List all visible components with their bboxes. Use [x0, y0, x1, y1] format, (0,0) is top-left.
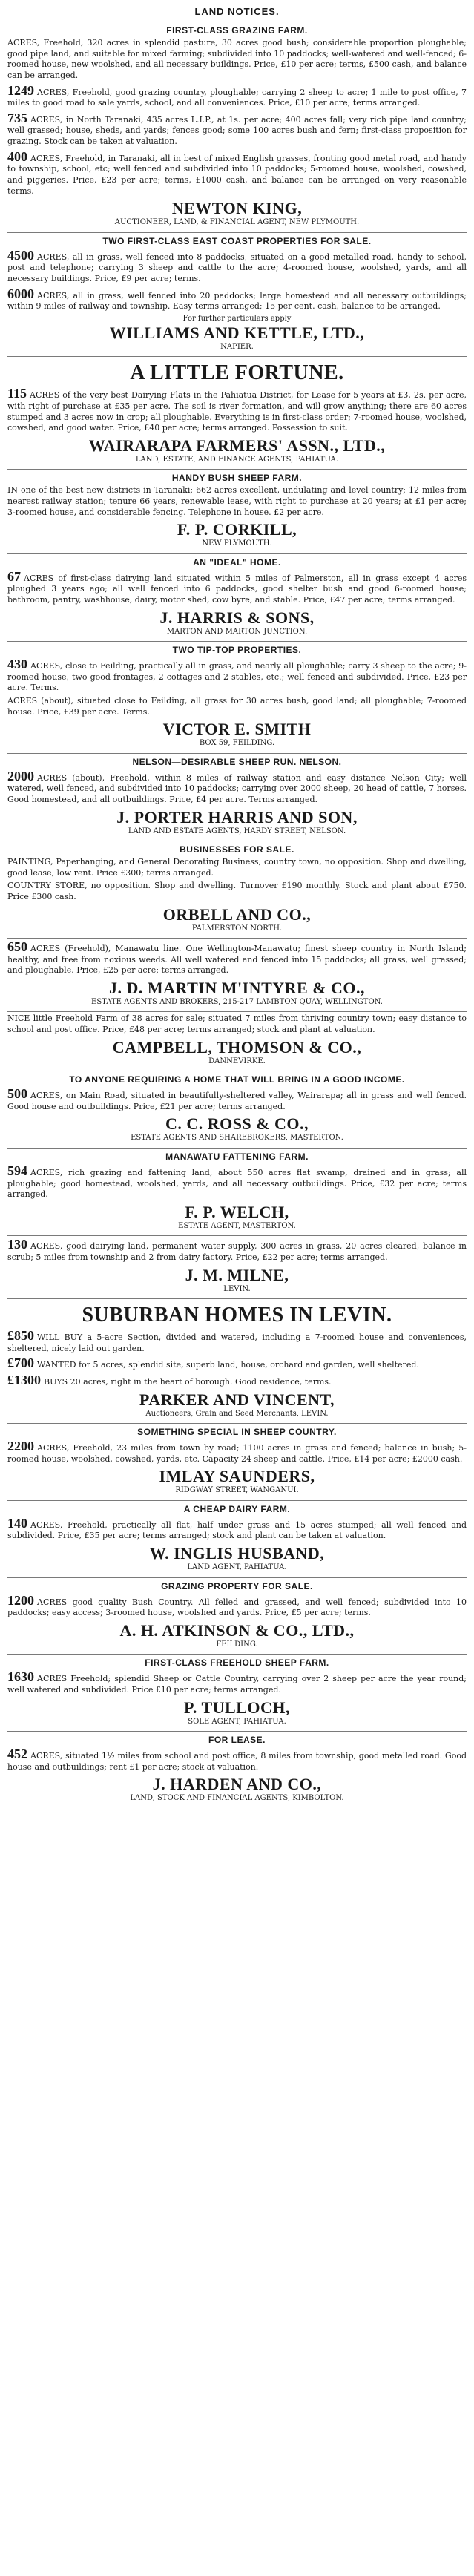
ad-lead-figure: 1249	[7, 82, 34, 98]
ad-heading: SOMETHING SPECIAL IN SHEEP COUNTRY.	[137, 1427, 337, 1437]
ad-text: ACRES, good dairying land, permanent water supply, 300 acres in grass, 20 acres cleared, balance in scrub; 5 miles from township and 2 from dairy factory. Price, £22 per acre; terms arranged.	[7, 1241, 467, 1262]
ad-firm-name: IMLAY SAUNDERS,	[159, 1467, 315, 1486]
ad-text: ACRES, close to Feilding, practically all in grass, and nearly all ploughable; carry 3 sheep to the acre; 9-roomed house, two good frontages, 2 cottages and 2 stables, etc.; well fenced and subdivided. Price, £23 per acre. Terms.	[7, 661, 467, 693]
ad-paragraph	[7, 1439, 467, 1465]
ad-firm-subtitle: DANNEVIRKE.	[208, 1057, 266, 1065]
ad-paragraph	[7, 769, 467, 806]
ad-heading: HANDY BUSH SHEEP FARM.	[171, 473, 303, 484]
ad-text: ACRES Freehold; splendid Sheep or Cattle Country, carrying over 2 sheep per acre the year round; well watered and subdivided. Price £10 per acre; terms arranged.	[7, 1674, 467, 1695]
land-ad	[7, 1011, 467, 1071]
ad-firm-name: P. TULLOCH,	[183, 1698, 291, 1717]
ad-text: ACRES, rich grazing and fattening land, about 550 acres flat swamp, drained and in grass; all ploughable; good homestead, woolshed, yards, and all necessary outbuildings. Price, £32 per acre; terms arranged.	[7, 1167, 467, 1200]
land-ad	[7, 1654, 467, 1731]
ad-lead-figure: 735	[7, 110, 27, 125]
ad-firm-subtitle: LAND, STOCK AND FINANCIAL AGENTS, KIMBOLTON.	[130, 1794, 344, 1803]
ad-text: WILL BUY a 5-acre Section, divided and watered, including a 7-roomed house and conveniences, sheltered, nicely laid out garden.	[7, 1333, 467, 1353]
ad-text: ACRES, Freehold, 320 acres in splendid pasture, 30 acres good bush; considerable proportion ploughable; good pipe land, and suitable for mixed farming; subdivided into 10 paddocks; well-watered and well-fenced; 6-roomed house, new woolshed, and all necessary buildings. Price, £10 per acre; terms, £500 cash, and balance can be arranged.	[7, 38, 467, 80]
ad-note: For further particulars apply	[182, 314, 292, 323]
ad-text: ACRES, Freehold, practically all flat, half under grass and 15 acres stumped; all well fenced and subdivided. Price, £35 per acre; terms arranged; stock and plant can be taken at valuation.	[7, 1519, 467, 1541]
land-ad	[7, 753, 467, 841]
ad-firm-subtitle: ESTATE AGENTS AND SHAREBROKERS, MASTERTON.	[131, 1134, 343, 1143]
land-ad	[7, 553, 467, 641]
ad-text: ACRES (Freehold), Manawatu line. One Wellington-Manawatu; finest sheep country in North Island; healthy, and free from noxious weeds. All well watered and fenced into 15 paddocks; all grass, well grassed; and ploughable. Price, £25 per acre; terms arranged.	[7, 944, 467, 976]
ad-lead-figure: 1630	[7, 1669, 34, 1685]
land-ad	[7, 232, 467, 357]
ad-text: ACRES, Freehold, 23 miles from town by road; 1100 acres in grass and fenced; balance in bush; 5-roomed house, woolshed, cowshed, yards, etc. Capacity 24 sheep and cattle. Price, £14 per acre; £2000 cash.	[7, 1443, 467, 1464]
ad-firm-subtitle: BOX 59, FEILDING.	[199, 739, 275, 748]
land-ad	[7, 356, 467, 469]
ad-firm-name: C. C. ROSS & CO.,	[165, 1114, 309, 1134]
ad-heading: FOR LEASE.	[208, 1735, 266, 1745]
ad-lead-figure: £700	[7, 1356, 34, 1371]
ad-paragraph	[7, 857, 467, 878]
ad-firm-subtitle: LAND AGENT, PAHIATUA.	[187, 1563, 287, 1571]
ad-heading: AN "IDEAL" HOME.	[193, 556, 281, 568]
ad-text: ACRES, all in grass, well fenced into 8 paddocks, situated on a good metalled road, handy to school, post and telephone; carrying 3 sheep and cattle to the acre; 4-roomed house, woolshed, yards, and all necessary buildings. Price, £9 per acre; terms.	[7, 252, 467, 283]
ad-heading: GRAZING PROPERTY FOR SALE.	[161, 1580, 313, 1591]
ad-text: PAINTING, Paperhanging, and General Decorating Business, country town, no opposition. Shop and dwelling, good lease, low rent. Price £300; terms arranged.	[7, 857, 467, 878]
ad-heading: FIRST-CLASS GRAZING FARM.	[166, 25, 308, 36]
ad-heading: FIRST-CLASS FREEHOLD SHEEP FARM.	[145, 1657, 329, 1669]
ad-paragraph	[7, 696, 467, 717]
ad-paragraph	[7, 1164, 467, 1200]
ad-lead-figure: 115	[7, 386, 27, 401]
page-title: LAND NOTICES.	[194, 6, 280, 17]
ad-heading: TWO TIP-TOP PROPERTIES.	[172, 645, 302, 655]
ad-lead-figure: 6000	[7, 286, 34, 301]
ad-text: NICE little Freehold Farm of 38 acres for sale; situated 7 miles from thriving country town; easy distance to school and post office. Price, £48 per acre; terms arranged; stock and plant at valuation.	[7, 1013, 467, 1034]
ad-firm-name: F. P. WELCH,	[185, 1202, 289, 1221]
ad-text: ACRES of the very best Dairying Flats in the Pahiatua District, for Lease for 5 years at £3, 2s. per acre, with right of purchase at £35 per acre. The soil is river formation, and will grow anything; there are 60 acres stumped and 3 acres now in crop; all ploughable. Everything is in first-class order; 7-roomed house, woolshed, cowshed, and good water. Price, £40 per acre; terms arranged. Possession to suit.	[7, 390, 467, 433]
ad-firm-name: W. INGLIS HUSBAND,	[149, 1544, 325, 1563]
ad-firm-subtitle: AUCTIONEER, LAND, & FINANCIAL AGENT, NEW PLYMOUTH.	[114, 218, 360, 227]
ad-paragraph	[7, 1747, 467, 1772]
ad-text: WANTED for 5 acres, splendid site, superb land, house, orchard and garden, well sheltered.	[37, 1360, 419, 1370]
ad-paragraph	[7, 1087, 467, 1112]
ad-paragraph	[7, 1373, 467, 1388]
ad-lead-figure: 650	[7, 939, 27, 954]
ad-paragraph	[7, 287, 467, 312]
ad-paragraph	[7, 485, 467, 518]
ad-lead-figure: 400	[7, 148, 27, 164]
ad-text: ACRES good quality Bush Country. All felled and grassed, and well fenced; subdivided into 10 paddocks; easy access; 3-roomed house, woolshed and yards. Price, £5 per acre; terms.	[7, 1597, 467, 1618]
ad-firm-name: F. P. CORKILL,	[177, 520, 297, 539]
ad-firm-subtitle: MARTON AND MARTON JUNCTION.	[166, 627, 308, 636]
ad-text: ACRES, in North Taranaki, 435 acres L.I.P., at 1s. per acre; 400 acres fall; very rich pipe land country; well grassed; house, sheds, and yards; fences good; some 100 acres bush and fern; first-class proposition for grazing. Stock can be taken at valuation.	[7, 114, 467, 146]
land-ad	[7, 841, 467, 938]
ad-paragraph	[7, 1594, 467, 1619]
ad-paragraph	[7, 150, 467, 197]
ad-text: ACRES of first-class dairying land situated within 5 miles of Palmerston, all in grass except 4 acres ploughed 3 years ago; all well fenced into 6 paddocks, good shelter bush and good 6-roomed house; bathroom, pantry, washhouse, dairy, motor shed, cow byre, and stable. Price, £47 per acre; terms arranged.	[7, 573, 467, 605]
ad-firm-name: J. M. MILNE,	[185, 1265, 289, 1284]
ad-paragraph	[7, 111, 467, 148]
ad-lead-figure: 2200	[7, 1439, 34, 1453]
land-ad	[7, 1235, 467, 1298]
land-ad	[7, 1423, 467, 1500]
ad-paragraph	[7, 1013, 467, 1035]
land-ad	[7, 1071, 467, 1148]
ad-firm-name: J. HARRIS & SONS,	[159, 608, 315, 627]
ad-heading: MANAWATU FATTENING FARM.	[165, 1151, 309, 1162]
ad-paragraph	[7, 1238, 467, 1263]
ad-firm-name: J. HARDEN AND CO.,	[152, 1775, 322, 1794]
ad-firm-name: WAIRARAPA FARMERS' ASSN., LTD.,	[88, 436, 386, 455]
ad-text: ACRES, Freehold, good grazing country, ploughable; carrying 2 sheep to acre; 1 mile to post office, 7 miles to good road to sale yards, school, and all conveniences. Price, £10 per acre; terms arranged.	[7, 87, 467, 108]
ad-firm-name: CAMPBELL, THOMSON & CO.,	[112, 1037, 362, 1057]
land-ad	[7, 938, 467, 1011]
ad-lead-figure: 4500	[7, 247, 34, 263]
ad-paragraph	[7, 387, 467, 434]
ad-text: ACRES, on Main Road, situated in beautifully-sheltered valley, Wairarapa; all in grass and well fenced. Good house and outbuildings. Price, £21 per acre; terms arranged.	[7, 1091, 467, 1111]
ad-firm-name: NEWTON KING,	[171, 199, 303, 218]
ad-lead-figure: 2000	[7, 768, 34, 783]
ad-heading: NELSON—DESIRABLE SHEEP RUN. NELSON.	[132, 756, 342, 767]
ad-lead-figure: 67	[7, 568, 21, 584]
ad-firm-subtitle: ESTATE AGENTS AND BROKERS, 215-217 LAMBTON QUAY, WELLINGTON.	[91, 997, 383, 1006]
ad-firm-subtitle: FEILDING.	[216, 1640, 258, 1649]
ad-firm-subtitle: SOLE AGENT, PAHIATUA.	[188, 1717, 286, 1726]
land-ad	[7, 1298, 467, 1423]
ad-heading: A CHEAP DAIRY FARM.	[183, 1503, 291, 1514]
ad-text: ACRES (about), Freehold, within 8 miles of railway station and easy distance Nelson City; well watered, well fenced, and subdivided into 10 paddocks; carrying over 2000 sheep, 20 head of cattle, 7 horses. Good homestead, and all outbuildings. Price, £4 per acre. Terms arranged.	[7, 772, 467, 804]
ad-lead-figure: 430	[7, 657, 27, 671]
ad-text: ACRES, all in grass, well fenced into 20 paddocks; large homestead and all necessary outbuildings; within 9 miles of railway and township. Easy terms arranged; 15 per cent. cash, balance to be arranged.	[7, 290, 467, 312]
ad-text: COUNTRY STORE, no opposition. Shop and dwelling. Turnover £190 monthly. Stock and plant about £750. Price £300 cash.	[7, 881, 467, 901]
ad-paragraph	[7, 38, 467, 82]
ad-firm-subtitle: NEW PLYMOUTH.	[202, 539, 272, 548]
land-ad	[7, 22, 467, 232]
land-ad	[7, 1577, 467, 1655]
ad-firm-subtitle: RIDGWAY STREET, WANGANUI.	[175, 1486, 299, 1495]
ad-firm-subtitle: LAND AND ESTATE AGENTS, HARDY STREET, NELSON.	[128, 827, 346, 835]
ad-paragraph	[7, 1517, 467, 1542]
land-ad	[7, 1731, 467, 1808]
ad-paragraph	[7, 657, 467, 694]
ad-lead-figure: £1300	[7, 1372, 41, 1387]
ad-text: BUYS 20 acres, right in the heart of borough. Good residence, terms.	[44, 1376, 332, 1387]
ads-column	[7, 22, 467, 1808]
ad-paragraph	[7, 1356, 467, 1371]
ad-paragraph	[7, 84, 467, 109]
ad-paragraph	[7, 881, 467, 902]
ad-heading: BUSINESSES FOR SALE.	[180, 844, 294, 855]
ad-firm-subtitle: LEVIN.	[223, 1284, 251, 1293]
ad-heading: SUBURBAN HOMES IN LEVIN.	[82, 1304, 392, 1327]
ad-lead-figure: £850	[7, 1328, 34, 1343]
ad-lead-figure: 500	[7, 1086, 27, 1102]
ad-firm-name: ORBELL AND CO.,	[162, 904, 312, 924]
ad-firm-subtitle: NAPIER.	[220, 342, 254, 351]
ad-paragraph	[7, 570, 467, 606]
ad-firm-name: J. D. MARTIN M'INTYRE & CO.,	[108, 978, 366, 997]
ad-heading: TO ANYONE REQUIRING A HOME THAT WILL BRING IN A GOOD INCOME.	[69, 1074, 405, 1085]
ad-text: IN one of the best new districts in Taranaki; 662 acres excellent, undulating and level country; 12 miles from nearest railway station; tenure 66 years, renewable lease, with right to purchase at 20 years; at £1 per acre; 3-roomed house, and considerable fencing. Telephone in house. £2 per acre.	[7, 485, 467, 517]
land-ad	[7, 1148, 467, 1235]
ad-lead-figure: 1200	[7, 1592, 34, 1608]
ad-heading: TWO FIRST-CLASS EAST COAST PROPERTIES FOR SALE.	[102, 235, 372, 246]
ad-lead-figure: 452	[7, 1747, 27, 1761]
ad-firm-name: J. PORTER HARRIS AND SON,	[116, 807, 358, 827]
ad-lead-figure: 130	[7, 1237, 27, 1252]
ad-firm-subtitle: LAND, ESTATE, AND FINANCE AGENTS, PAHIATUA.	[135, 455, 339, 464]
ad-paragraph	[7, 940, 467, 976]
ad-firm-subtitle: Auctioneers, Grain and Seed Merchants, LEVIN.	[145, 1409, 329, 1418]
ad-firm-subtitle: PALMERSTON NORTH.	[191, 924, 283, 933]
ad-paragraph	[7, 1670, 467, 1695]
ad-firm-name: A. H. ATKINSON & CO., LTD.,	[119, 1620, 355, 1640]
ad-lead-figure: 140	[7, 1515, 27, 1531]
ad-heading: A LITTLE FORTUNE.	[130, 361, 344, 385]
ad-firm-name: VICTOR E. SMITH	[162, 720, 312, 739]
ad-text: ACRES (about), situated close to Feilding, all grass for 30 acres bush, good land; all ploughable; 7-roomed house. Price, £39 per acre. Terms.	[7, 695, 467, 717]
ad-paragraph	[7, 1329, 467, 1354]
ad-firm-name: WILLIAMS AND KETTLE, LTD.,	[109, 323, 365, 342]
ad-paragraph	[7, 249, 467, 285]
land-ad	[7, 469, 467, 553]
ad-text: ACRES, Freehold, in Taranaki, all in best of mixed English grasses, fronting good metal road, and handy to township, school, etc; well fenced and subdivided into 10 paddocks; 5-roomed house, woolshed, cowshed, and piggeries. Price, £23 per acre; terms, £1000 cash, and balance can be arranged on very reasonable terms.	[7, 153, 467, 196]
land-ad	[7, 1500, 467, 1577]
ad-firm-subtitle: ESTATE AGENT, MASTERTON.	[178, 1221, 296, 1230]
ad-lead-figure: 594	[7, 1163, 27, 1178]
land-ad	[7, 641, 467, 753]
ad-text: ACRES, situated 1½ miles from school and post office, 8 miles from township, good metalled road. Good house and outbuildings; rent £1 per acre; stock at valuation.	[7, 1751, 467, 1772]
ad-firm-name: PARKER AND VINCENT,	[139, 1390, 335, 1409]
